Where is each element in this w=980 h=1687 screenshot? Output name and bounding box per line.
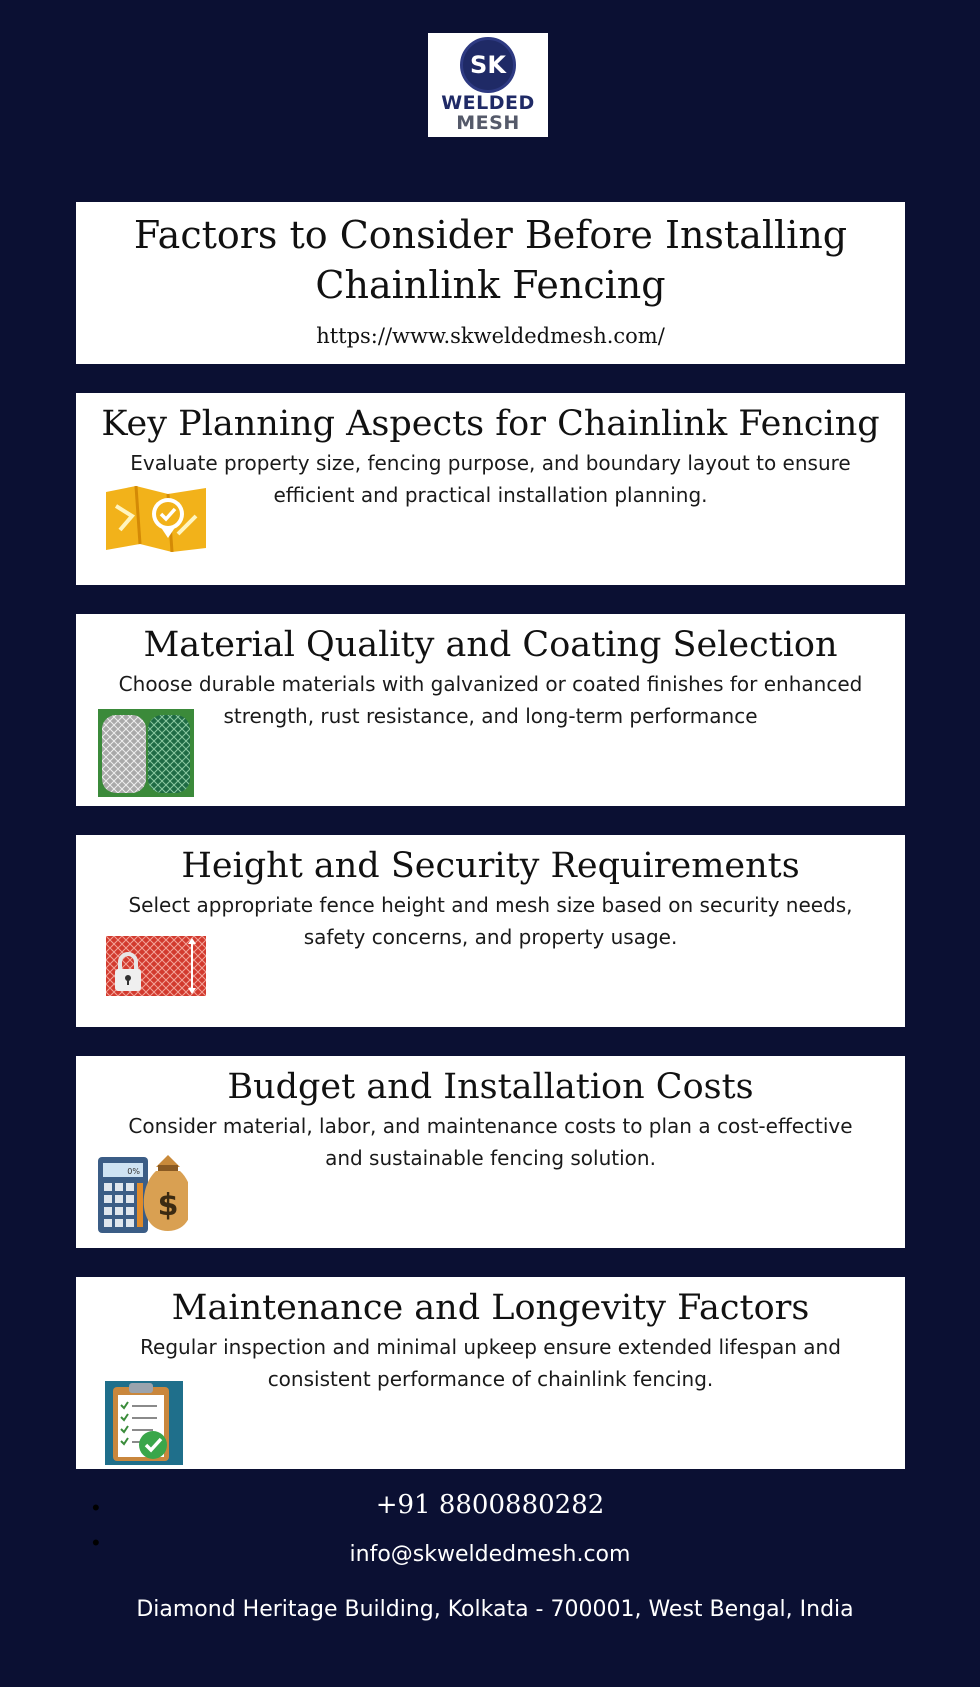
section-card-budget (76, 1056, 905, 1248)
section-card-security (76, 835, 905, 1027)
list-bullet: • (92, 1530, 100, 1555)
section-title: Budget and Installation Costs (227, 1067, 754, 1107)
section-text: Regular inspection and minimal upkeep ensure extended lifespan and consistent performance of chainlink fencing. (140, 1335, 841, 1391)
section-title: Material Quality and Coating Selection (143, 625, 838, 665)
brand-logo (428, 33, 548, 137)
padlock-fence-icon (106, 936, 206, 996)
section-title: Key Planning Aspects for Chainlink Fencing (101, 404, 880, 444)
section-card-maintenance (76, 1277, 905, 1469)
checklist-clipboard-icon (105, 1381, 183, 1465)
page-title: Factors to Consider Before Installing Chainlink Fencing (133, 213, 848, 307)
section-text: Select appropriate fence height and mesh size based on security needs, safety concerns, and property usage. (128, 893, 853, 949)
mesh-rolls-icon (98, 709, 194, 797)
website-url[interactable]: https://www.skweldedmesh.com/ (316, 324, 665, 348)
section-text: Choose durable materials with galvanized or coated finishes for enhanced strength, rust resistance, and long-term performance (118, 672, 863, 728)
logo-line-1: WELDED (441, 92, 535, 114)
calculator-display: 0% (127, 1167, 140, 1176)
title-card (76, 202, 905, 364)
section-title: Height and Security Requirements (181, 846, 800, 886)
section-title: Maintenance and Longevity Factors (171, 1288, 810, 1328)
contact-email[interactable]: info@skweldedmesh.com (349, 1542, 631, 1567)
money-bag-symbol: $ (157, 1188, 179, 1223)
map-check-icon (106, 486, 206, 552)
logo-seal: SK (460, 37, 516, 93)
contact-phone[interactable]: +91 8800880282 (375, 1490, 605, 1520)
section-card-planning (76, 393, 905, 585)
contact-address: Diamond Heritage Building, Kolkata - 700001, West Bengal, India (136, 1597, 854, 1622)
logo-line-2: MESH (456, 112, 520, 134)
calculator-moneybag-icon (98, 1153, 188, 1233)
section-card-material (76, 614, 905, 806)
list-bullet: • (92, 1495, 100, 1520)
section-text: Evaluate property size, fencing purpose, and boundary layout to ensure efficient and practical installation planning. (130, 451, 851, 507)
section-text: Consider material, labor, and maintenance costs to plan a cost-effective and sustainable fencing solution. (128, 1114, 853, 1170)
